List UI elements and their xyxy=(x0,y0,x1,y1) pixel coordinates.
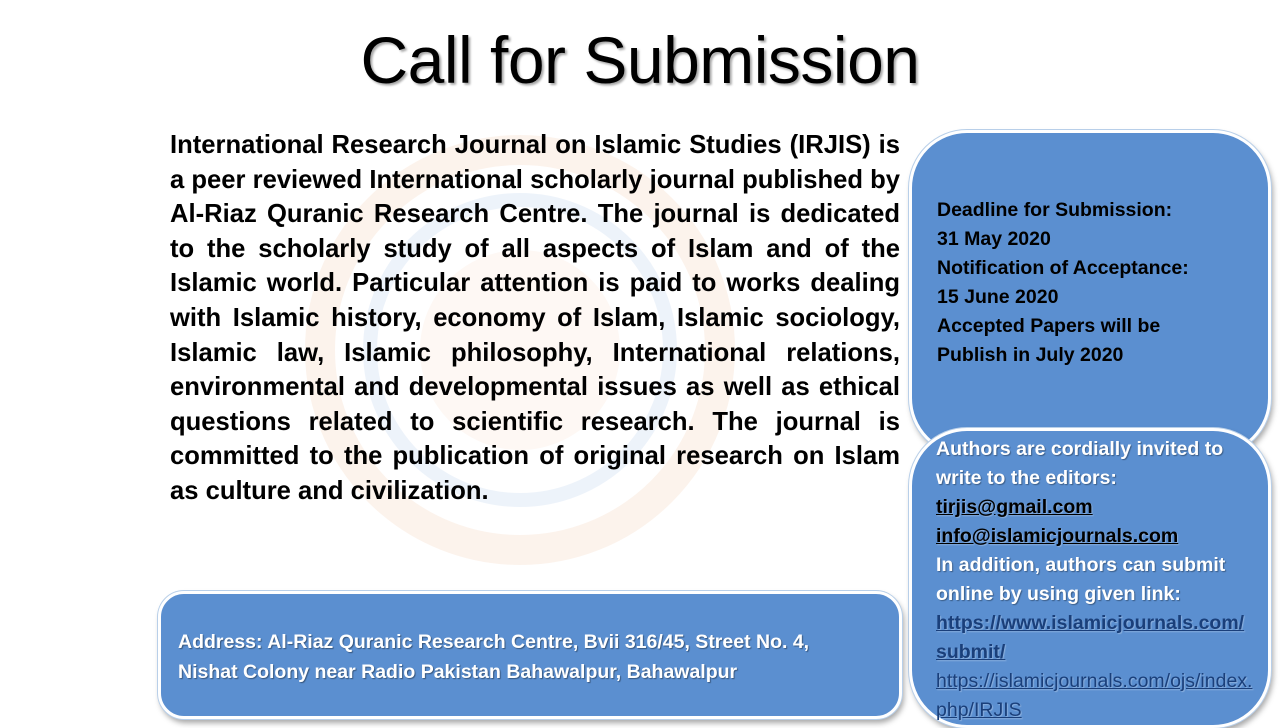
deadline-date: 31 May 2020 xyxy=(937,228,1051,250)
accepted-papers-line1: Accepted Papers will be xyxy=(937,315,1161,337)
ojs-link[interactable]: https://islamicjournals.com/ojs/index.php/IRJIS xyxy=(936,670,1253,721)
accepted-papers-line2: Publish in July 2020 xyxy=(937,344,1124,366)
email-link-tirjis[interactable]: tirjis@gmail.com xyxy=(936,496,1093,518)
address-line2: Nishat Colony near Radio Pakistan Bahawalpur, Bahawalpur xyxy=(178,660,738,683)
invite-text: Authors are cordially invited to write to the editors: xyxy=(936,438,1224,489)
online-submit-text: In addition, authors can submit online by using given link: xyxy=(936,554,1226,605)
notification-label: Notification of Acceptance: xyxy=(937,257,1189,279)
address-box xyxy=(158,591,902,719)
authors-box xyxy=(909,428,1271,728)
deadline-box xyxy=(909,130,1271,456)
journal-description: International Research Journal on Islamic Studies (IRJIS) is a peer reviewed International scholarly journal published by Al-Riaz Quranic Research Centre. The journal is dedicated to the scholarly study of all aspects of Islam and of the Islamic world. Particular attention is paid to works dealing with Islamic history, economy of Islam, Islamic sociology, Islamic law, Islamic philosophy, International relations, environmental and developmental issues as well as ethical questions related to scientific research. The journal is committed to the publication of original research on Islam as culture and civilization. xyxy=(170,131,900,505)
deadline-label: Deadline for Submission: xyxy=(937,199,1173,221)
submit-link[interactable]: https://www.islamicjournals.com/submit/ xyxy=(936,612,1245,663)
page-title: Call for Submission xyxy=(360,23,920,97)
email-link-info[interactable]: info@islamicjournals.com xyxy=(936,525,1179,547)
notification-date: 15 June 2020 xyxy=(937,286,1059,308)
address-line1: Address: Al-Riaz Quranic Research Centre, Bvii 316/45, Street No. 4, xyxy=(178,631,810,653)
